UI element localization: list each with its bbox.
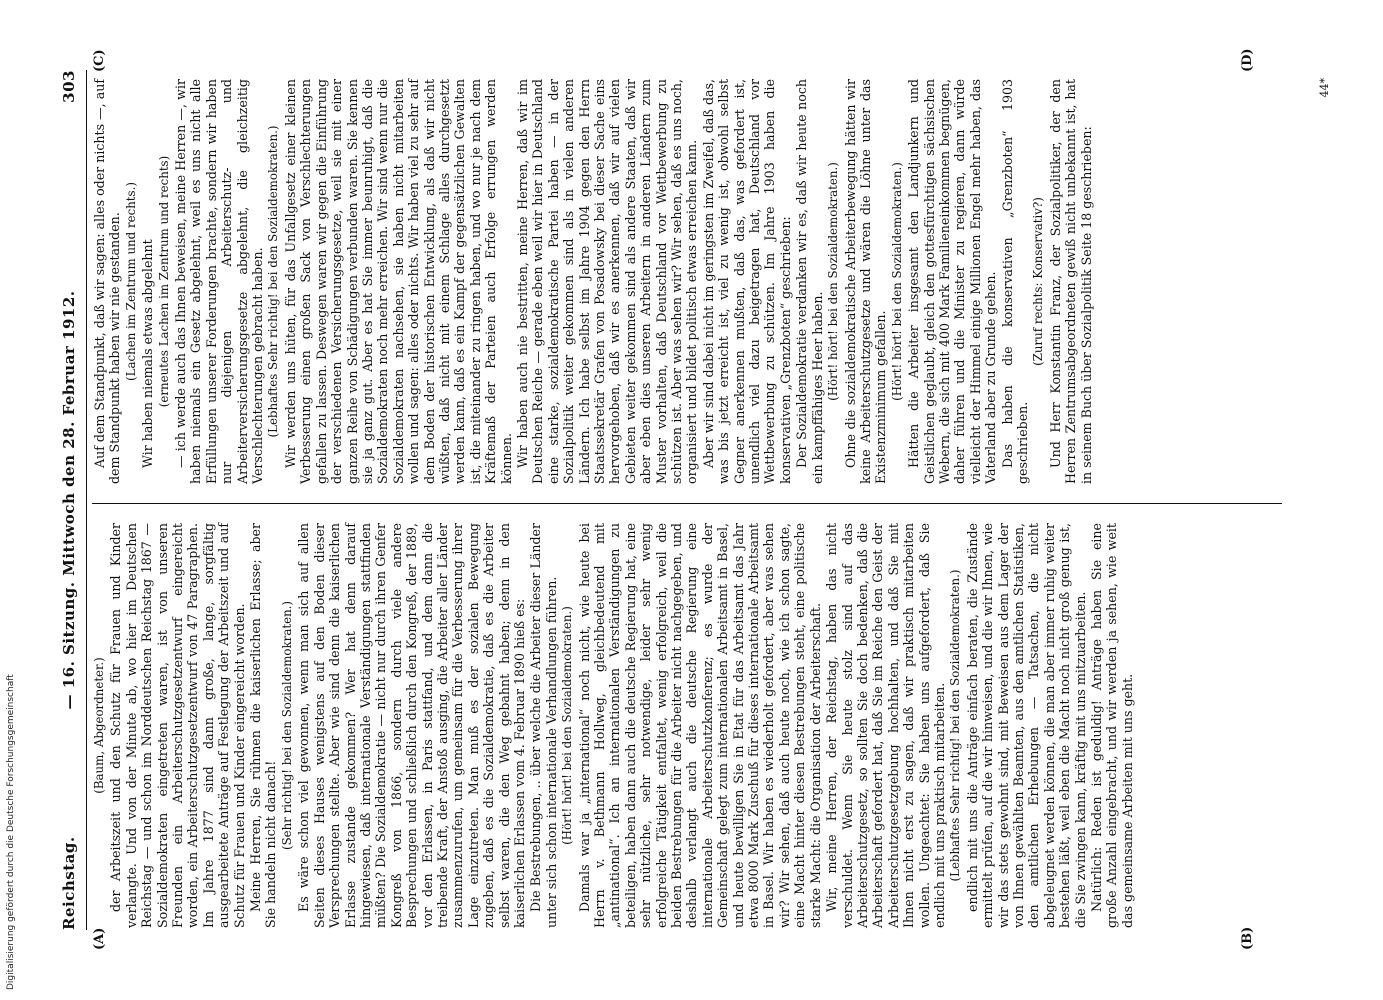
left-column [92,523,1136,928]
page-number: 303 [60,70,78,103]
paragraph: Wir haben niemals etwas abgelehnt [140,239,156,468]
paragraph: Wir werden uns hüten, für das Unfallgesetz einer kleinen Verbesserung einen großen Sack von Verschlechterungen gefallen zu lassen. Deswegen waren wir gegen die Einführung der verschiedenen Versicherungsgesetze, weil sie mit einer ganzen Reihe von Schädigungen verbunden waren. Sie kennen sie ja ganz gut. Aber es hat Sie immer beunruhigt, daß die Sozialdemokraten noch mehr erreichen. Wir sind wenn nur die Sozialdemokraten nachsehen, sie haben nicht mitarbeiten wollen und sagen: alles oder nichts. Wir haben viel zu sehr auf dem Boden der historischen Entwicklung, als daß wir nicht wüßten, daß nicht mit einem Schlage alles durchgesetzt werden kann, daß es ein Kampf der gegensätzlichen Gewalten ist, die miteinander zu ringen haben, und wo nur je nach dem Kräftemaß der Parteien auch Erfolge errungen werden können. [282,79,514,484]
scan-credit-text: Digitalisierung gefördert durch die Deutsche Forschungsgemeinschaft [6,674,16,990]
paragraph: Wir haben auch nie bestritten, meine Herren, daß wir im Deutschen Reiche — gerade eben weil wir hier in Deutschland eine starke, sozialdemokratische Partei haben — in der Sozialpolitik weiter gekommen sind als in vielen anderen Ländern. Ich habe selbst im Jahre 1904 gegen den Herrn Staatssekretär Grafen von Posadowsky bei dieser Sache eins hervorgehoben, daß wir es anerkennen, daß wir auf vielen Gebieten weiter gekommen sind als andere Staaten, daß wir aber eben dies unseren Arbeitern in anderen Ländern zum Muster vorhalten, daß Deutschland vor Wettbewerbung zu schützen ist. Aber was sehen wir? Wir sehen, daß es uns noch, organisiert und bildet politisch etwas erreichen kann. [514,79,700,484]
paragraph: Das haben die konservativen „Grenzboten“ 1903 geschrieben. [999,79,1030,484]
paragraph: Der Sozialdemokratie verdanken wir es, daß wir heute noch ein kampffähiges Heer haben. [794,79,825,484]
paragraph: Damals war ja „international“ noch nicht, wie heute bei Herrn v. Bethmann Hollweg, gleichbedeutend mit „antinational“. Ich an internationalen Verständigungen zu beteiligen, haben dann auch die deutsche Regierung hat, eine sehr nützliche, sehr notwendige, leider sehr wenig erfolgreiche Tätigkeit entfaltet, wenig erfolgreich, weil die beiden Bestrebungen für die Arbeiter nicht nachgegeben, und deshalb verlangt auch die deutsche Regierung eine internationale Arbeiterschutzkonferenz; es wurde der Gemeinschaft gelegt zum internationalen Arbeitsamt in Basel, und heute bewilligen Sie in Etat für das Arbeitsamt das Jahr etwa 8000 Mark Zuschuß für dieses internationale Arbeitsamt in Basel. Wir haben es wiederholt gefordert, aber was sehen wir? Wir sehen, daß auch heute noch, wie ich schon sagte, eine Macht hinter diesen Bestrebungen steht, eine politische starke Macht: die Organisation der Arbeiterschaft. [576,523,823,928]
paragraph: Aber wir sind dabei nicht im geringsten im Zweifel, daß das, was bis jetzt erreicht ist, viel zu wenig ist, obwohl selbst Gegner anerkennen mußten, daß das, was gefordert ist, unendlich viel dazu beigetragen hat, Deutschland vor Wettbewerbung zu schützen. Im Jahre 1903 haben die konservativen „Grenzboten“ geschrieben: [700,79,793,484]
interjection: (Baum, Abgeordneter.) [92,657,106,794]
margin-marker-a: (A) [92,927,107,950]
interjection: (Lebhaftes Sehr richtig! bei den Sozialdemokraten.) [266,125,281,438]
paragraph: endlich mit uns die Anträge einfach beraten, die Zustände ermittelt prüfen, auf die wir hinweisen, und die wir Ihnen, wie wir das stets gewohnt sind, mit Beweisen aus dem Lager der von Ihnen gewählten Beamten, aus den amtlichen Statistiken, den amtlichen Erhebungen — Tatsachen, die nicht abgeleugnet werden können, die man aber immer ruhig weiter bestehen läßt, weil eben die Macht noch nicht groß genug ist, die Sie zwingen kann, kräftig mit uns mitzuarbeiten. [964,523,1088,928]
margin-marker-b: (B) [1240,926,1255,950]
paragraph: Auf dem Standpunkt, daß wir sagen: alles oder nichts —, auf dem Standpunkt haben wir nie gestanden. [92,79,123,484]
column-divider [92,503,1282,504]
paragraph: — ich werde auch das Ihnen beweisen, meine Herren —, wir haben niemals ein Gesetz abgelehnt, weil es uns nicht alle Erfüllungen unserer Forderungen brachte, sondern wir haben nur diejenigen Arbeiterschutz- und Arbeiterversicherungsgesetze abgelehnt, die gleichzeitig Verschlechterungen gebracht haben. [173,79,266,484]
interjection: (Zuruf rechts: Konservativ?) [1031,197,1046,366]
scan-credit [6,390,16,990]
paragraph: Meine Herren, Sie rühmen die kaiserlichen Erlasse; aber Sie handeln nicht danach! [248,523,279,928]
paragraph: Die Bestrebungen, .. über welche die Arbeiter dieser Länder unter sich schon internationale Verhandlungen führen. [528,523,559,928]
interjection: (Lebhaftes Sehr richtig! bei den Sozialdemokraten.) [948,569,963,882]
paragraph: Hätten die Arbeiter insgesamt den Landjunkern und Geistlichen geglaubt, gleich den gottesfürchtigen sächsischen Webern, die sich mit 400 Mark Familieneinkommen begnügen, daher führen und die Minister zu regieren, dann würde vielleicht der Himmel einige Millionen Engel mehr haben, das Vaterland aber zu Grunde gehen. [906,79,999,484]
header-center: — 16. Sitzung. Mittwoch den 28. Februar 1912. [60,290,78,710]
header-rule [86,70,87,930]
header-left: Reichstag. [60,836,78,930]
interjection: (Hört! hört! bei den Sozialdemokraten.) [560,606,575,845]
paragraph: Es wäre schon viel gewonnen, wenn man sich auf allen Seiten dieses Hauses wenigstens auf den Boden dieser Versprechungen stellte. Aber wie sind denn die kaiserlichen Erlasse zustande gekommen? Wer hat denn darauf hingewiesen, daß internationale Verständigungen stattfinden müßten? Die Sozialdemokratie — nicht nur durch ihren Genfer Kongreß von 1866, sondern durch viele andere Besprechungen und schließlich durch den Kongreß, der 1889, vor den Erlassen, in Paris stattfand, und dem dann die treibende Kraft, der Anstoß ausging, die Arbeiter aller Länder zusammenzurufen, um gemeinsam für die Verbesserung ihrer Lage einzutreten. Man muß es der sozialen Bewegung zugeben, daß es die Sozialdemokratie, daß es die Arbeiter selbst waren, die den Weg gebahnt haben; denn in den kaiserlichen Erlassen vom 4. Februar 1890 hieß es: [296,523,527,928]
margin-marker-d: (D) [1240,48,1255,72]
footnote-marker: 44* [1318,78,1331,98]
interjection: (Sehr richtig! bei den Sozialdemokraten.) [279,600,294,851]
paragraph: Wir, meine Herren, der Reichstag, haben das nicht verschuldet. Wenn Sie heute stolz sind auf das Arbeiterschutzgesetz, so sollten Sie doch bedenken, daß die Arbeiterschaft gefordert hat, daß Sie im Reiche den Geist der Arbeiterschutzgesetzgebung hochhalten, und daß Sie mit Ihnen nicht erst zu sagen, daß wir praktisch mitarbeiten wollen. Ungeachtet: Sie haben uns aufgefordert, daß Sie endlich mit uns praktisch mitarbeiten. [824,523,947,928]
paragraph: Natürlich: Reden ist geduldig! Anträge haben Sie eine große Anzahl eingebracht, und wir werden ja sehen, wie weit das gemeinsame Arbeiten mit uns geht. [1089,523,1135,928]
paragraph: Und Herr Konstantin Franz, der Sozialpolitiker, der den Herren Zentrumsabgeordneten gewiß nicht unbekannt ist, hat in seinem Buch über Sozialpolitik Seite 18 geschrieben: [1047,79,1094,484]
page-header [60,70,82,930]
margin-marker-c: (C) [92,49,107,72]
interjection: (Lachen im Zentrum und rechts.) [123,182,138,381]
paragraph: Ohne die sozialdemokratische Arbeiterbewegung hätten wir keine Arbeiterschutzgesetze und wären die Löhne unter das Existenzminimum gefallen. [842,79,889,484]
interjection: (Hört! hört! bei den Sozialdemokraten.) [889,162,904,401]
interjection: (erneutes Lachen im Zentrum und rechts) [156,155,171,408]
interjection: (Hört! hört! bei den Sozialdemokraten.) [826,162,841,401]
paragraph: der Arbeitszeit und den Schutz für Frauen und Kinder verlangte. Und von der Minute ab, wo hier im Deutschen Reichstag — und schon im Norddeutschen Reichstag 1867 — Sozialdemokraten eingetreten waren, ist von unseren Freunden ein Arbeiterschutzgesetzentwurf eingereicht worden, ein Arbeiterschutzgesetzentwurf von 47 Paragraphen. Im Jahre 1877 sind dann große, lange, sorgfältig ausgearbeitete Anträge auf Festlegung der Arbeitszeit und auf Schutz für Frauen und Kinder eingereicht worden. [108,523,247,928]
right-column [92,79,1095,484]
